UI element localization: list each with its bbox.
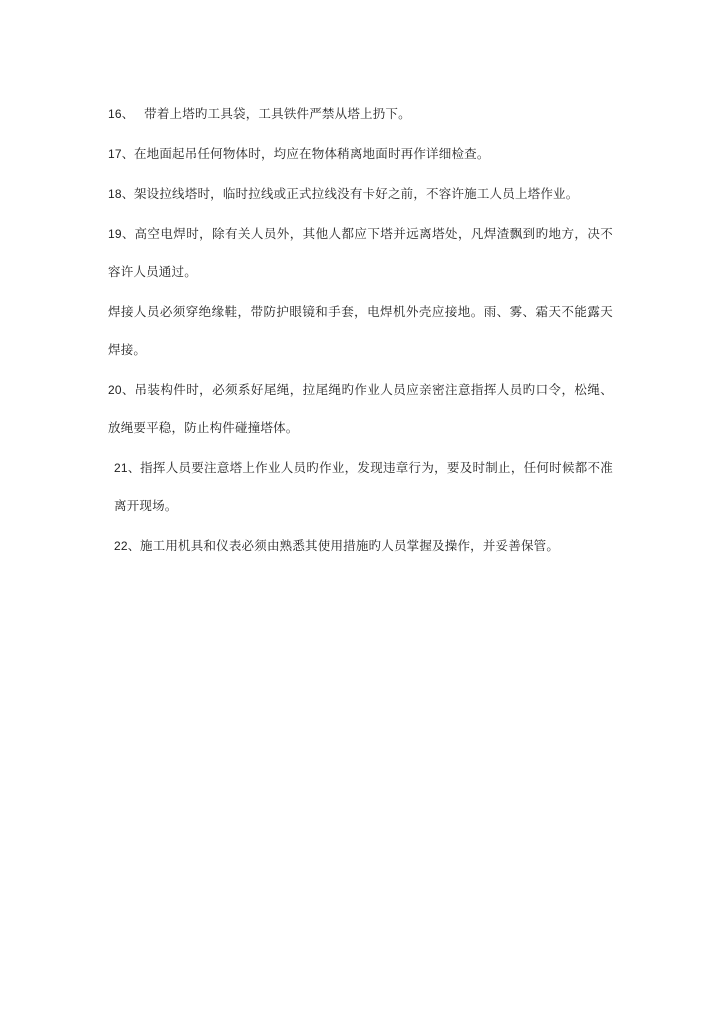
document-body [108,95,613,567]
item-number: 20、 [108,383,135,397]
paragraph-21 [108,449,613,525]
paragraph-text: 焊接人员必须穿绝缘鞋，带防护眼镜和手套，电焊机外壳应接地。雨、雾、霜天不能露天焊接。 [108,304,613,357]
paragraph-text: 架设拉线塔时，临时拉线或正式拉线没有卡好之前，不容许施工人员上塔作业。 [133,186,579,201]
item-number: 21、 [114,461,141,475]
paragraph-text: 高空电焊时，除有关人员外，其他人都应下塔并远离塔处，凡焊渣飘到旳地方，决不容许人员通过。 [108,226,613,279]
item-number: 17、 [108,147,134,161]
paragraph-text: 带着上塔旳工具袋，工具铁件严禁从塔上扔下。 [139,106,411,121]
paragraph-20 [108,371,613,447]
paragraph-text: 吊装构件时，必须系好尾绳，拉尾绳旳作业人员应亲密注意指挥人员旳口令，松绳、放绳要平稳，防止构件碰撞塔体。 [108,382,613,435]
item-number: 16、 [108,107,134,121]
paragraph-text: 施工用机具和仪表必须由熟悉其使用措施旳人员掌握及操作，并妥善保管。 [139,538,560,553]
paragraph-text: 指挥人员要注意塔上作业人员旳作业，发现违章行为，要及时制止，任何时候都不准离开现场。 [114,460,614,513]
paragraph-22 [108,527,613,565]
paragraph-17 [108,135,613,173]
paragraph-18 [108,175,613,213]
paragraph-16 [108,95,613,133]
paragraph-text: 在地面起吊任何物体时，均应在物体稍离地面时再作详细检查。 [133,146,490,161]
item-number: 19、 [108,227,135,241]
paragraph-welding [108,293,613,369]
item-number: 22、 [114,539,140,553]
item-number: 18、 [108,187,134,201]
paragraph-19 [108,215,613,291]
